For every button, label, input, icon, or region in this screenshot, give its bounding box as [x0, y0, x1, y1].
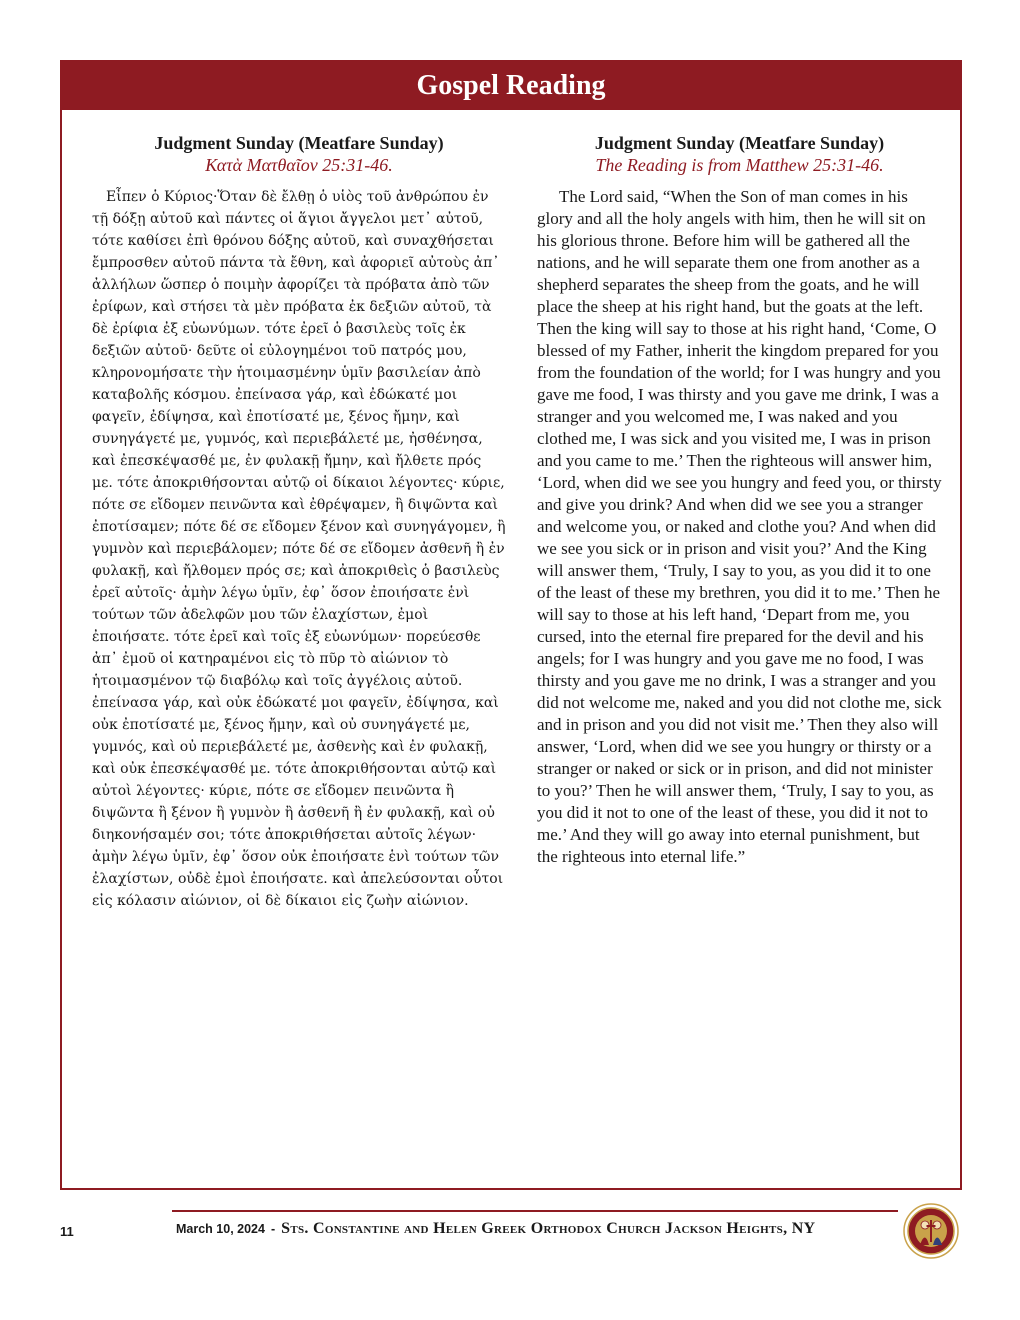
- footer-separator: -: [270, 1222, 276, 1236]
- gospel-reading-banner: [62, 62, 960, 110]
- greek-reference: Κατὰ Ματθαῖον 25:31-46.: [205, 155, 393, 175]
- footer: [176, 1220, 896, 1238]
- english-reading-text: The Lord said, “When the Son of man comes in his glory and all the holy angels with him, then he will sit on his glorious throne. Before him will be gathered all the nations, and he will separate them one from another as a shepherd separates the sheep from the goats, and he will place the sheep at his right hand, but the goats at the left. Then the king will say to those at his right hand, ‘Come, O blessed of my Father, inherit the kingdom prepared for you from the foundation of the world; for I was hungry and you gave me food, I was thirsty and you gave me drink, I was a stranger and you welcomed me, I was naked and you clothed me, I was sick and you visited me, I was in prison and you came to me.’ Then the righteous will answer him, ‘Lord, when did we see you hungry and feed you, or thirsty and give you drink? And when did we see you a stranger and welcome you, or naked and clothe you? And when did we see you sick or in prison and visit you?’ And the King will answer them, ‘Truly, I say to you, as you did it to one of the least of these my brethren, you did it to me.’ Then he will say to those at his left hand, ‘Depart from me, you cursed, into the eternal fire prepared for the devil and his angels; for I was hungry and you gave me no food, I was thirsty and you gave me no drink, I was a stranger and you did not welcome me, naked and you did not clothe me, sick and in prison and you did not visit me.’ Then they also will answer, ‘Lord, when did we see you hungry or thirsty or a stranger or naked or sick or in prison, and did not minister to you?’ Then he will answer them, ‘Truly, I say to you, as you did it not to one of the least of these, you did it not to me.’ And they will go away into eternal punishment, but the righteous into eternal life.”: [537, 187, 942, 866]
- english-heading: [537, 132, 942, 176]
- footer-church-name: Sts. Constantine and Helen Greek Orthodox Church Jackson Heights, NY: [281, 1220, 816, 1237]
- footer-date: March 10, 2024: [176, 1222, 265, 1236]
- page-number: 11: [60, 1224, 74, 1239]
- banner-title: Gospel Reading: [416, 70, 606, 101]
- english-column: [537, 132, 942, 868]
- footer-divider: [172, 1210, 898, 1212]
- greek-heading: [92, 132, 506, 176]
- greek-title: Judgment Sunday (Meatfare Sunday): [154, 133, 444, 153]
- greek-column: [92, 132, 506, 912]
- english-reference: The Reading is from Matthew 25:31-46.: [595, 155, 884, 175]
- greek-reading-text: Εἶπεν ὁ Κύριος·Ὅταν δὲ ἔλθῃ ὁ υἱὸς τοῦ ἀνθρώπου ἐν τῇ δόξῃ αὐτοῦ καὶ πάντες οἱ ἅγιοι ἄγγελοι μετ᾽ αὐτοῦ, τότε καθίσει ἐπὶ θρόνου δόξης αὐτοῦ, καὶ συναχθήσεται ἔμπροσθεν αὐτοῦ πάντα τὰ ἔθνη, καὶ ἀφοριεῖ αὐτοὺς ἀπ᾽ ἀλλήλων ὥσπερ ὁ ποιμὴν ἀφορίζει τὰ πρόβατα ἀπὸ τῶν ἐρίφων, καὶ στήσει τὰ μὲν πρόβατα ἐκ δεξιῶν αὐτοῦ, τὰ δὲ ἐρίφια ἐξ εὐωνύμων. τότε ἐρεῖ ὁ βασιλεὺς τοῖς ἐκ δεξιῶν αὐτοῦ· δεῦτε οἱ εὐλογημένοι τοῦ πατρός μου, κληρονομήσατε τὴν ἡτοιμασμένην ὑμῖν βασιλείαν ἀπὸ καταβολῆς κόσμου. ἐπείνασα γάρ, καὶ ἐδώκατέ μοι φαγεῖν, ἐδίψησα, καὶ ἐποτίσατέ με, ξένος ἤμην, καὶ συνηγάγετέ με, γυμνός, καὶ περιεβάλετέ με, ἠσθένησα, καὶ ἐπεσκέψασθέ με, ἐν φυλακῇ ἤμην, καὶ ἤλθετε πρός με. τότε ἀποκριθήσονται αὐτῷ οἱ δίκαιοι λέγοντες· κύριε, πότε σε εἴδομεν πεινῶντα καὶ ἐθρέψαμεν, ἢ διψῶντα καὶ ἐποτίσαμεν; πότε δέ σε εἴδομεν ξένον καὶ συνηγάγομεν, ἢ γυμνὸν καὶ περιεβάλομεν; πότε δέ σε εἴδομεν ἀσθενῆ ἢ ἐν φυλακῇ, καὶ ἤλθομεν πρός σε; καὶ ἀποκριθεὶς ὁ βασιλεὺς ἐρεῖ αὐτοῖς· ἀμὴν λέγω ὑμῖν, ἐφ᾽ ὅσον ἐποιήσατε ἑνὶ τούτων τῶν ἀδελφῶν μου τῶν ἐλαχίστων, ἐμοὶ ἐποιήσατε. τότε ἐρεῖ καὶ τοῖς ἐξ εὐωνύμων· πορεύεσθε ἀπ᾽ ἐμοῦ οἱ κατηραμένοι εἰς τὸ πῦρ τὸ αἰώνιον τὸ ἡτοιμασμένον τῷ διαβόλῳ καὶ τοῖς ἀγγέλοις αὐτοῦ. ἐπείνασα γάρ, καὶ οὐκ ἐδώκατέ μοι φαγεῖν, ἐδίψησα, καὶ οὐκ ἐποτίσατέ με, ξένος ἤμην, καὶ οὐ συνηγάγετέ με, γυμνός, καὶ οὐ περιεβάλετέ με, ἀσθενὴς καὶ ἐν φυλακῇ, καὶ οὐκ ἐπεσκέψασθέ με. τότε ἀποκριθήσονται αὐτῷ καὶ αὐτοὶ λέγοντες· κύριε, πότε σε εἴδομεν πεινῶντα ἢ διψῶντα ἢ ξένον ἢ γυμνὸν ἢ ἀσθενῆ ἢ ἐν φυλακῇ, καὶ οὐ διηκονήσαμέν σοι; τότε ἀποκριθήσεται αὐτοῖς λέγων· ἀμὴν λέγω ὑμῖν, ἐφ᾽ ὅσον οὐκ ἐποιήσατε ἑνὶ τούτων τῶν ἐλαχίστων, οὐδὲ ἐμοὶ ἐποιήσατε. καὶ ἀπελεύσονται οὗτοι εἰς κόλασιν αἰώνιον, οἱ δὲ δίκαιοι εἰς ζωὴν αἰώνιον.: [92, 189, 506, 909]
- church-seal-icon: [903, 1203, 959, 1259]
- gospel-reading-frame: [60, 60, 962, 1190]
- english-title: Judgment Sunday (Meatfare Sunday): [594, 133, 885, 153]
